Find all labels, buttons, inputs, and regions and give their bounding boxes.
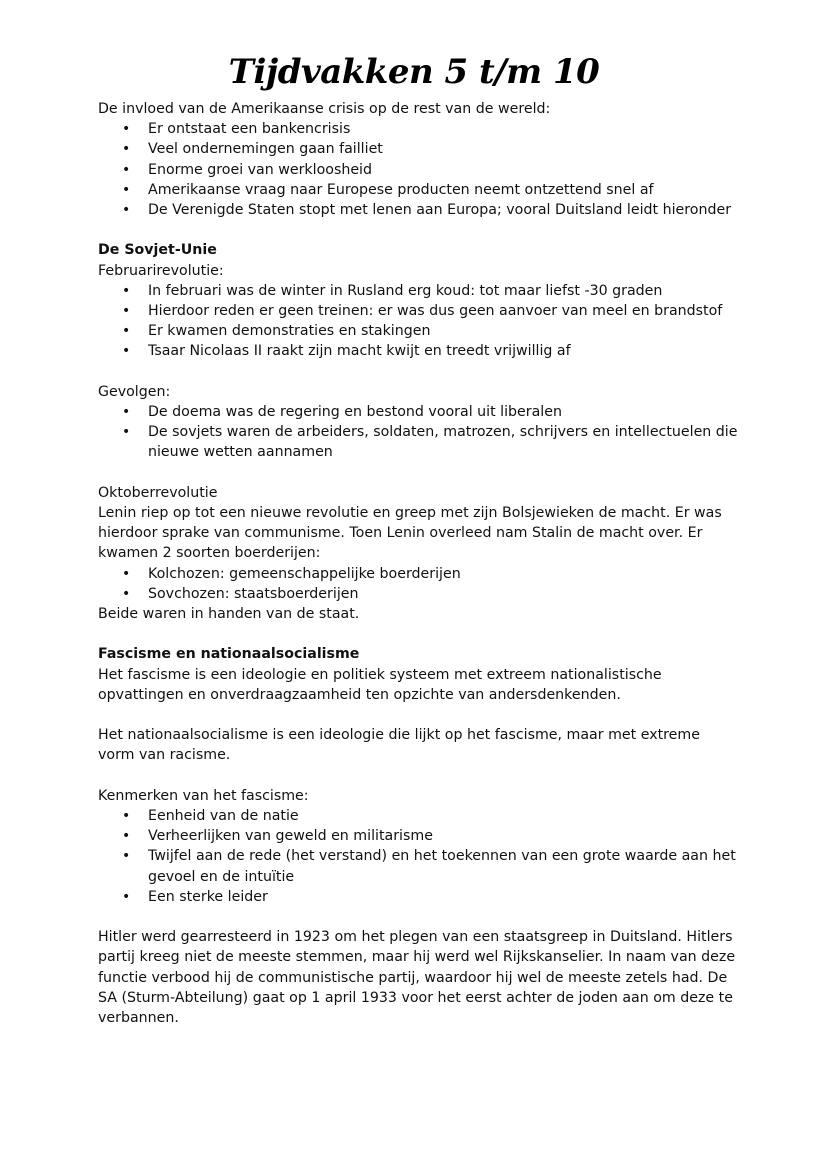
boerderijen-list	[98, 564, 738, 604]
gevolgen-list	[98, 402, 738, 463]
list-item: • Hierdoor reden er geen treinen: er was dus geen aanvoer van meel en brandstof	[98, 301, 738, 321]
spacer	[98, 907, 738, 927]
list-item: • Tsaar Nicolaas II raakt zijn macht kwijt en treedt vrijwillig af	[98, 341, 738, 361]
list-item: • Amerikaanse vraag naar Europese producten neemt ontzettend snel af	[98, 180, 738, 200]
nationaalsocialisme-paragraph: Het nationaalsocialisme is een ideologie die lijkt op het fascisme, maar met extreme vorm van racisme.	[98, 727, 700, 764]
section-heading-fascisme: Fascisme en nationaalsocialisme	[98, 646, 360, 663]
document-body	[98, 99, 738, 1028]
oktoberrevolutie-outro: Beide waren in handen van de staat.	[98, 606, 360, 623]
kenmerken-list	[98, 806, 738, 907]
februarirevolutie-label: Februarirevolutie:	[98, 262, 224, 279]
list-item: • Kolchozen: gemeenschappelijke boerderijen	[98, 564, 738, 584]
list-item: • Enorme groei van werkloosheid	[98, 160, 738, 180]
februarirevolutie-list	[98, 281, 738, 362]
fascisme-paragraph: Het fascisme is een ideologie en politiek systeem met extreem nationalistische opvattingen en onverdraagzaamheid ten opzichte van andersdenkenden.	[98, 666, 662, 703]
section-heading-sovjet: De Sovjet-Unie	[98, 242, 217, 259]
hitler-paragraph: Hitler werd gearresteerd in 1923 om het plegen van een staatsgreep in Duitsland. Hitlers partij kreeg niet de meeste stemmen, maar hij werd wel Rijkskanselier. In naam van deze functie verbood hij de communistische partij, waardoor hij wel de meeste zetels had. De SA (Sturm-Abteilung) gaat op 1 april 1933 voor het eerst achter de joden aan om deze te verbannen.	[98, 929, 736, 1027]
kenmerken-label: Kenmerken van het fascisme:	[98, 787, 309, 804]
list-item: • Sovchozen: staatsboerderijen	[98, 584, 738, 604]
list-item: • Twijfel aan de rede (het verstand) en het toekennen van een grote waarde aan het gevoel en de intuïtie	[98, 846, 738, 886]
spacer	[98, 766, 738, 786]
list-item: • Er kwamen demonstraties en stakingen	[98, 321, 738, 341]
list-item: • De sovjets waren de arbeiders, soldaten, matrozen, schrijvers en intellectuelen die nieuwe wetten aannamen	[98, 422, 738, 462]
crisis-list	[98, 119, 738, 220]
list-item: • De Verenigde Staten stopt met lenen aan Europa; vooral Duitsland leidt hieronder	[98, 200, 738, 220]
oktoberrevolutie-label: Oktoberrevolutie	[98, 484, 218, 501]
crisis-intro: De invloed van de Amerikaanse crisis op de rest van de wereld:	[98, 101, 551, 117]
gevolgen-label: Gevolgen:	[98, 383, 171, 400]
page-title: Tijdvakken 5 t/m 10	[228, 52, 600, 92]
oktoberrevolutie-text: Lenin riep op tot een nieuwe revolutie en greep met zijn Bolsjewieken de macht. Er was hierdoor sprake van communisme. Toen Lenin overleed nam Stalin de macht over. Er kwamen 2 soorten boerderijen:	[98, 505, 722, 562]
list-item: • Veel ondernemingen gaan failliet	[98, 139, 738, 159]
spacer	[98, 463, 738, 483]
spacer	[98, 362, 738, 382]
spacer	[98, 624, 738, 644]
spacer	[98, 705, 738, 725]
list-item: • De doema was de regering en bestond vooral uit liberalen	[98, 402, 738, 422]
list-item: • Verheerlijken van geweld en militarisme	[98, 826, 738, 846]
list-item: • In februari was de winter in Rusland erg koud: tot maar liefst -30 graden	[98, 281, 738, 301]
list-item: • Eenheid van de natie	[98, 806, 738, 826]
list-item: • Er ontstaat een bankencrisis	[98, 119, 738, 139]
spacer	[98, 220, 738, 240]
list-item: • Een sterke leider	[98, 887, 738, 907]
